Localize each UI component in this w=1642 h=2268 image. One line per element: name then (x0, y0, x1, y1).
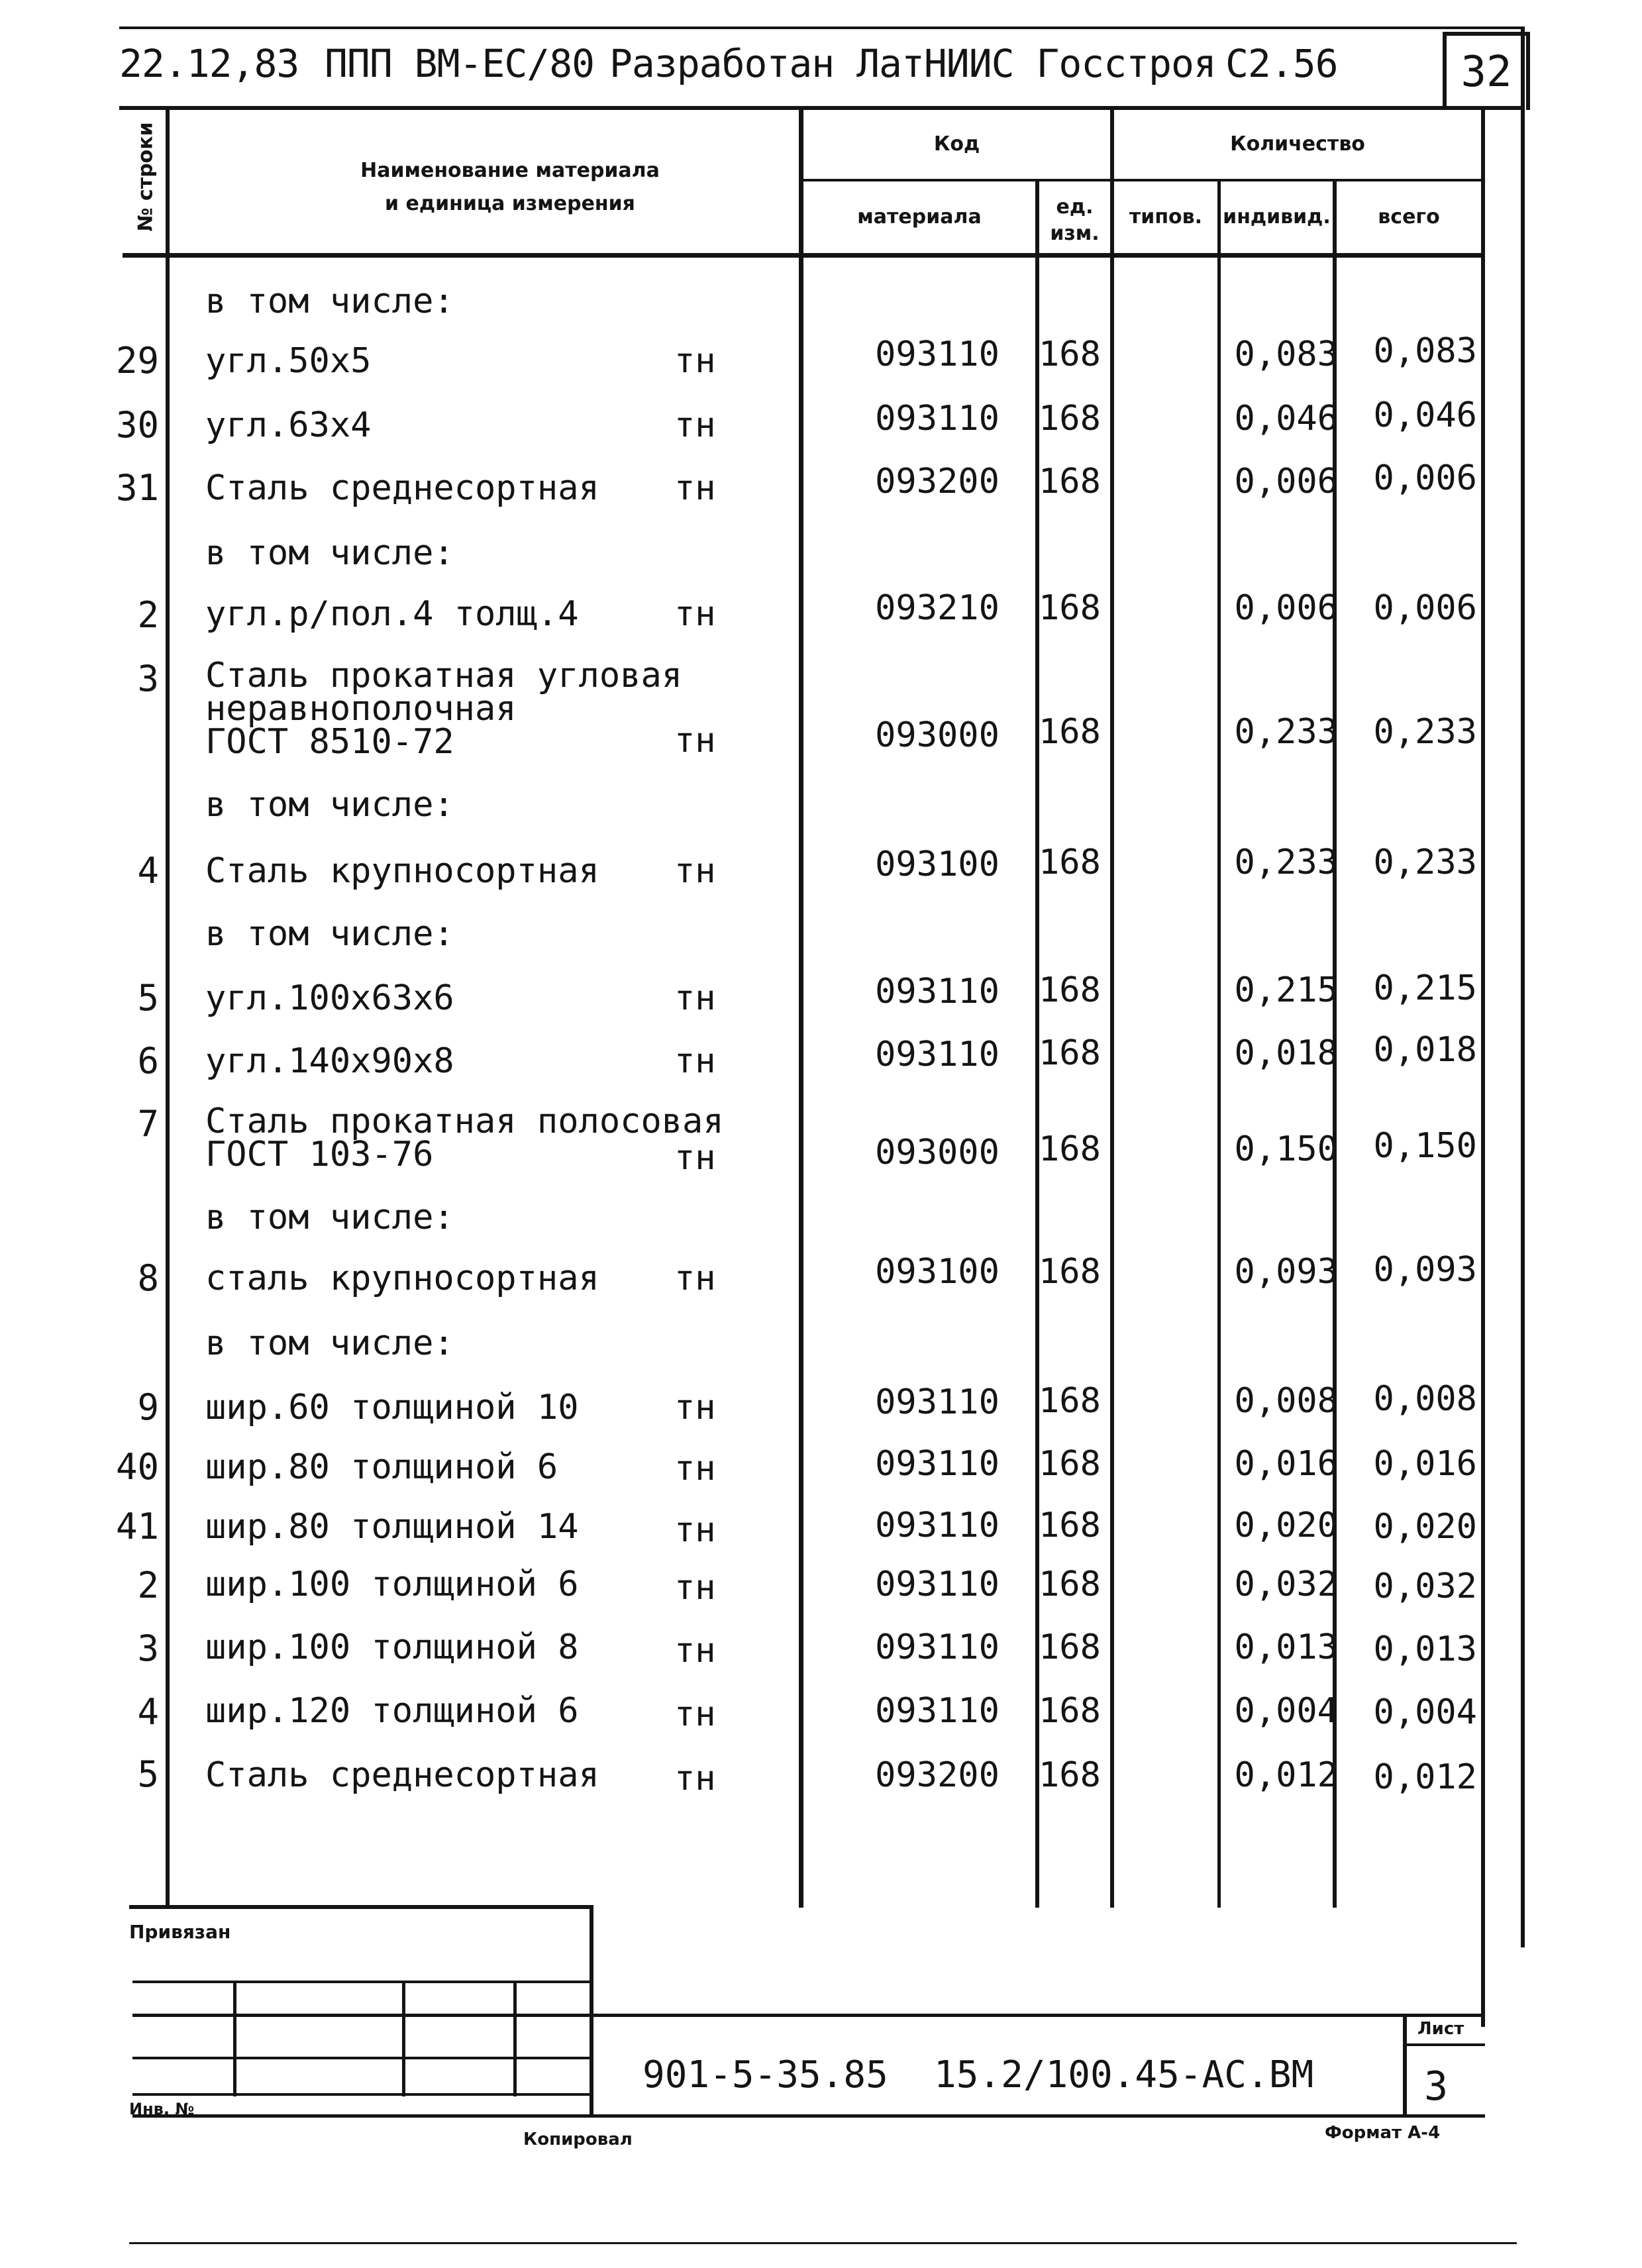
row-unit: тн (674, 1259, 716, 1298)
row-number: 7 (137, 1103, 159, 1145)
row-name: шир.100 толщиной 6 (205, 1565, 579, 1604)
row-code: 093110 (875, 1382, 1000, 1422)
table-row-heading: в том числе: (205, 1198, 454, 1237)
row-measure: 168 (1039, 588, 1101, 628)
row-name: угл.р/пол.4 толщ.4 (205, 594, 579, 634)
table-row-heading: в том числе: (205, 1323, 454, 1363)
row-indiv: 0,006 (1234, 588, 1338, 628)
row-indiv: 0,032 (1234, 1565, 1338, 1604)
col-code-material: материала (857, 205, 982, 229)
row-measure: 168 (1039, 1033, 1101, 1073)
row-code: 093200 (875, 462, 1000, 501)
row-name: шир.60 толщиной 10 (205, 1388, 579, 1427)
col-qty-total: всего (1378, 205, 1440, 229)
row-measure: 168 (1039, 1755, 1101, 1795)
row-measure: 168 (1039, 1691, 1101, 1731)
row-measure: 168 (1039, 335, 1101, 374)
table-row-heading: в том числе: (205, 282, 454, 321)
col-qty-individual: индивид. (1223, 205, 1331, 229)
row-unit: тн (674, 1138, 716, 1178)
doc-number: 901-5-35.85 (642, 2053, 888, 2096)
row-unit: тн (674, 1631, 716, 1671)
row-measure: 168 (1039, 1565, 1101, 1604)
row-number: 4 (137, 1691, 159, 1733)
row-total: 0,233 (1373, 843, 1477, 882)
row-total: 0,018 (1373, 1030, 1477, 1070)
row-name: угл.140х90х8 (205, 1041, 454, 1081)
copied-label: Копировал (523, 2130, 633, 2149)
row-total: 0,008 (1373, 1379, 1477, 1419)
row-total: 0,020 (1373, 1507, 1477, 1547)
row-number: 5 (137, 977, 159, 1019)
row-code: 093110 (875, 1444, 1000, 1484)
row-measure: 168 (1039, 1252, 1101, 1292)
row-unit: тн (674, 721, 716, 760)
row-indiv: 0,083 (1234, 335, 1338, 374)
row-name: Сталь среднесортная (205, 1755, 599, 1795)
row-name: шир.120 толщиной 6 (205, 1691, 579, 1731)
row-total: 0,233 (1373, 712, 1477, 752)
sheet-number: 3 (1424, 2063, 1449, 2110)
row-code: 093100 (875, 1252, 1000, 1292)
row-unit: тн (674, 1694, 716, 1734)
header-version: С2.56 (1225, 41, 1338, 86)
col-row-number: № строки (134, 122, 158, 232)
col-code-unit-1: ед. (1056, 195, 1094, 219)
row-total: 0,093 (1373, 1250, 1477, 1290)
table-row-heading: в том числе: (205, 785, 454, 825)
row-code: 093110 (875, 1691, 1000, 1731)
row-unit: тн (674, 1759, 716, 1798)
format-label: Формат А-4 (1325, 2123, 1441, 2143)
row-indiv: 0,020 (1234, 1506, 1338, 1545)
header-page-number: 32 (1443, 32, 1530, 110)
row-code: 093110 (875, 972, 1000, 1011)
row-measure: 168 (1039, 1627, 1101, 1667)
col-code-unit-2: изм. (1050, 222, 1100, 245)
row-indiv: 0,016 (1234, 1444, 1338, 1484)
row-number: 9 (137, 1386, 159, 1428)
col-quantity-group: Количество (1230, 132, 1365, 156)
row-number: 6 (137, 1040, 159, 1082)
row-number: 30 (115, 404, 159, 446)
row-name: угл.50х5 (205, 341, 372, 381)
row-total: 0,016 (1373, 1444, 1477, 1484)
row-unit: тн (674, 1568, 716, 1608)
row-indiv: 0,046 (1234, 399, 1338, 438)
row-measure: 168 (1039, 462, 1101, 501)
sheet-label: Лист (1417, 2019, 1464, 2039)
row-unit: тн (674, 978, 716, 1018)
row-code: 093110 (875, 399, 1000, 438)
row-code: 093100 (875, 845, 1000, 884)
doc-code: 15.2/100.45-АС.ВМ (934, 2053, 1314, 2096)
row-indiv: 0,006 (1234, 462, 1338, 501)
row-number: 29 (115, 340, 159, 382)
row-indiv: 0,008 (1234, 1381, 1338, 1421)
row-name: Сталь прокатная угловая неравнополочная ГОСТ 8510-72 (205, 656, 683, 762)
row-unit: тн (674, 341, 716, 381)
row-indiv: 0,013 (1234, 1627, 1338, 1667)
row-indiv: 0,012 (1234, 1755, 1338, 1795)
row-unit: тн (674, 405, 716, 445)
row-name: Сталь прокатная полосовая ГОСТ 103-76 (205, 1102, 724, 1174)
row-number: 5 (137, 1753, 159, 1795)
row-measure: 168 (1039, 399, 1101, 438)
row-measure: 168 (1039, 1444, 1101, 1484)
row-code: 093000 (875, 715, 1000, 755)
inventory-label: Инв. № (129, 2100, 195, 2118)
row-name: сталь крупносортная (205, 1259, 599, 1298)
row-measure: 168 (1039, 970, 1101, 1010)
row-code: 093110 (875, 1627, 1000, 1667)
row-unit: тн (674, 1041, 716, 1081)
table-row-heading: в том числе: (205, 914, 454, 954)
table-row-heading: в том числе: (205, 533, 454, 573)
row-number: 2 (137, 594, 159, 636)
header-project: ППП ВМ-ЕС/80 (325, 41, 595, 86)
row-number: 31 (115, 467, 159, 509)
row-unit: тн (674, 1510, 716, 1550)
row-code: 093110 (875, 335, 1000, 374)
row-name: угл.63х4 (205, 405, 372, 445)
row-total: 0,083 (1373, 331, 1477, 371)
header-date: 22.12,83 (119, 41, 299, 86)
row-number: 3 (137, 1627, 159, 1669)
row-indiv: 0,004 (1234, 1691, 1338, 1731)
row-code: 093200 (875, 1755, 1000, 1795)
row-total: 0,006 (1373, 458, 1477, 498)
row-number: 41 (115, 1506, 159, 1547)
row-measure: 168 (1039, 1129, 1101, 1169)
row-name: Сталь среднесортная (205, 468, 599, 508)
row-indiv: 0,093 (1234, 1252, 1338, 1292)
row-measure: 168 (1039, 843, 1101, 882)
col-name-line1: Наименование материала (360, 159, 660, 182)
row-total: 0,004 (1373, 1692, 1477, 1732)
row-unit: тн (674, 594, 716, 634)
col-name-line2: и единица измерения (385, 192, 635, 215)
row-total: 0,012 (1373, 1757, 1477, 1797)
row-indiv: 0,233 (1234, 712, 1338, 752)
row-name: шир.80 толщиной 14 (205, 1507, 579, 1547)
row-unit: тн (674, 468, 716, 508)
row-indiv: 0,233 (1234, 843, 1338, 882)
row-measure: 168 (1039, 1381, 1101, 1421)
row-total: 0,013 (1373, 1629, 1477, 1669)
row-total: 0,046 (1373, 395, 1477, 435)
row-indiv: 0,150 (1234, 1129, 1338, 1169)
row-unit: тн (674, 851, 716, 891)
row-number: 40 (115, 1446, 159, 1488)
row-number: 4 (137, 850, 159, 892)
col-qty-typical: типов. (1129, 205, 1203, 229)
row-name: угл.100х63х6 (205, 978, 454, 1018)
row-number: 8 (137, 1257, 159, 1299)
row-code: 093110 (875, 1565, 1000, 1604)
col-code-group: Код (933, 132, 980, 156)
row-code: 093110 (875, 1506, 1000, 1545)
row-total: 0,150 (1373, 1126, 1477, 1166)
row-total: 0,215 (1373, 968, 1477, 1008)
row-measure: 168 (1039, 712, 1101, 752)
row-name: Сталь крупносортная (205, 851, 599, 891)
row-number: 3 (137, 658, 159, 699)
row-unit: тн (674, 1388, 716, 1427)
row-code: 093210 (875, 588, 1000, 628)
row-name: шир.80 толщиной 6 (205, 1447, 558, 1487)
row-code: 093000 (875, 1133, 1000, 1172)
row-name: шир.100 толщиной 8 (205, 1627, 579, 1667)
row-number: 2 (137, 1565, 159, 1606)
row-total: 0,032 (1373, 1567, 1477, 1606)
row-unit: тн (674, 1449, 716, 1488)
header-developer: Разработан ЛатНИИС Госстроя (609, 41, 1216, 86)
row-code: 093110 (875, 1035, 1000, 1074)
row-total: 0,006 (1373, 588, 1477, 628)
bound-label: Привязан (129, 1921, 231, 1943)
row-measure: 168 (1039, 1506, 1101, 1545)
row-indiv: 0,215 (1234, 970, 1338, 1010)
row-indiv: 0,018 (1234, 1033, 1338, 1073)
